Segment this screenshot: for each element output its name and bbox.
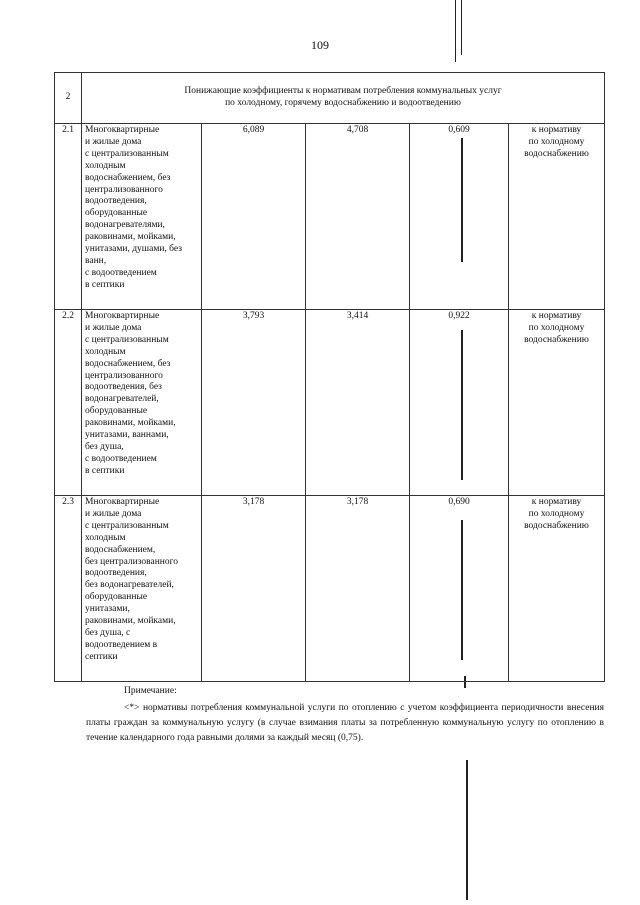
row-number: 2.2 bbox=[55, 310, 82, 496]
row-value-1: 3,793 bbox=[202, 310, 306, 496]
table-row bbox=[55, 496, 605, 682]
note-body: <*> нормативы потребления коммунальной услуги по отоплению с учетом коэффициента периодичности внесения платы граждан за коммунальную услугу (в случае взимания платы за потребленную коммунальную услугу по отоплению в течение календарного года равными долями за каждый месяц (0,75). bbox=[86, 703, 604, 744]
row-unit: к нормативу по холодному водоснабжению bbox=[509, 310, 605, 496]
header-title bbox=[82, 73, 605, 124]
scan-line-bottom bbox=[466, 760, 468, 900]
header-number: 2 bbox=[55, 73, 82, 124]
note-title: Примечание: bbox=[124, 686, 177, 696]
row-unit: к нормативу по холодному водоснабжению bbox=[509, 124, 605, 310]
table-header-row bbox=[55, 73, 605, 124]
row-value-2: 3,414 bbox=[306, 310, 410, 496]
scan-line-top-2 bbox=[461, 0, 462, 55]
header-title-line1: Понижающие коэффициенты к нормативам потребления коммунальных услуг bbox=[184, 86, 502, 97]
row-value-1: 3,178 bbox=[202, 496, 306, 682]
page-number: 109 bbox=[311, 38, 329, 52]
coefficients-table bbox=[54, 72, 605, 682]
row-value-1: 6,089 bbox=[202, 124, 306, 310]
row-value-3: 0,922 bbox=[410, 310, 509, 496]
row-value-2: 3,178 bbox=[306, 496, 410, 682]
row-value-3: 0,609 bbox=[410, 124, 509, 310]
row-value-3: 0,690 bbox=[410, 496, 509, 682]
row-description: Многоквартирные и жилые дома с централизованным холодным водоснабжением, без централизованного водоотведения, без водонагревателей, оборудованные унитазами, раковинами, мойками, без душа, с водоотведением в септики bbox=[82, 496, 202, 682]
row-value-2: 4,708 bbox=[306, 124, 410, 310]
header-title-line2: по холодному, горячему водоснабжению и водоотведению bbox=[225, 98, 461, 108]
table-row bbox=[55, 124, 605, 310]
row-number: 2.3 bbox=[55, 496, 82, 682]
row-number: 2.1 bbox=[55, 124, 82, 310]
scan-line-top bbox=[455, 0, 456, 62]
row-unit: к нормативу по холодному водоснабжению bbox=[509, 496, 605, 682]
table-row bbox=[55, 310, 605, 496]
row-description: Многоквартирные и жилые дома с централизованным холодным водоснабжением, без централизованного водоотведения, без водонагревателей, оборудованные раковинами, мойками, унитазами, ваннами, без душа, с водоотведением в септики bbox=[82, 310, 202, 496]
row-description: Многоквартирные и жилые дома с централизованным холодным водоснабжением, без централизованного водоотведения, оборудованные водонагревателями, раковинами, мойками, унитазами, душами, без ванн, с водоотведением в септики bbox=[82, 124, 202, 310]
